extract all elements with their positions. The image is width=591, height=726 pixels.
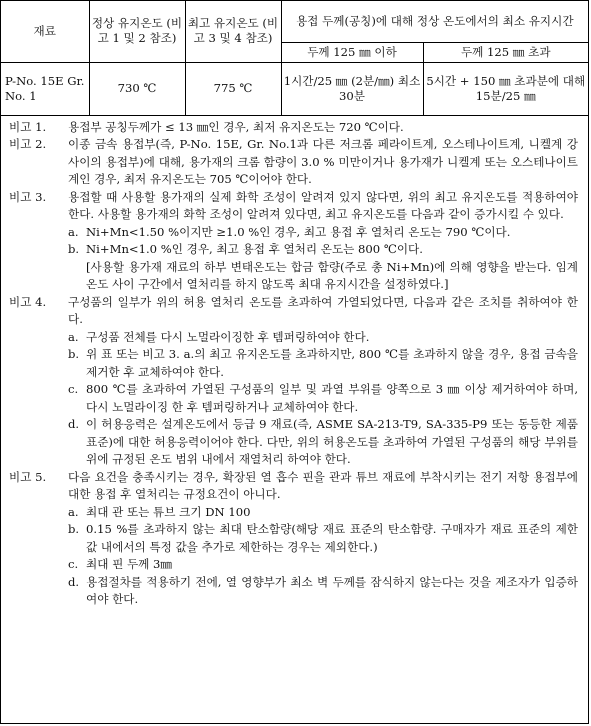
item-label: b.: [68, 347, 80, 361]
cell-time-gt-125: 5시간 + 150 ㎜ 초과분에 대해 15분/25 ㎜: [423, 62, 588, 115]
note-item: [68, 329, 578, 347]
item-label: b.: [68, 522, 80, 536]
notes-section: [1, 116, 588, 609]
note-2: [9, 136, 578, 189]
note-label: 비고 2.: [9, 137, 47, 151]
note-label: 비고 1.: [9, 119, 47, 134]
item-label: a.: [68, 504, 79, 519]
note-bracket-remark: [사용할 용가재 재료의 하부 변태온도는 합금 함량(주로 총 Ni+Mn)에 의해 영향을 받는다. 임계온도 사이 구간에서 열처리를 하지 않도록 최대 유지시간을 설정하였다.]: [86, 259, 578, 291]
item-label: b.: [68, 242, 80, 256]
note-item: [68, 416, 578, 469]
note-item: [68, 381, 578, 416]
item-label: d.: [68, 417, 80, 431]
note-item: [68, 556, 578, 574]
note-text: 이종 금속 용접부(즉, P-No. 15E, Gr. No.1과 다른 저크롬 페라이트계, 오스테나이트계, 니켈계 강 사이의 용접부)에 대해, 용가재의 크롬 함량이 3.0 % 미만이거나 용가재가 니켈계 또는 오스테나이트계인 경우, 최저 유지온도는 705 ℃이어야 한다.: [68, 137, 578, 186]
item-label: a.: [68, 224, 79, 239]
item-text: 구성품 전체를 다시 노멀라이징한 후 템퍼링하여야 한다.: [86, 329, 370, 344]
item-text: 최대 핀 두께 3㎜: [86, 557, 173, 571]
item-text: 위 표 또는 비고 3. a.의 최고 유지온도를 초과하지만, 800 ℃를 초과하지 않을 경우, 용접 금속을 제거한 후 교체하여야 한다.: [86, 347, 578, 379]
header-max-hold-temp: 최고 유지온도 (비고 3 및 4 참조): [185, 1, 281, 62]
note-item: [68, 574, 578, 609]
note-3: [9, 189, 578, 294]
item-label: a.: [68, 329, 79, 344]
cell-time-le-125: 1시간/25 ㎜ (2분/㎜) 최소 30분: [281, 62, 423, 115]
header-normal-hold-temp: 정상 유지온도 (비고 1 및 2 참조): [89, 1, 185, 62]
pwht-table: [1, 1, 588, 116]
note-label: 비고 3.: [9, 189, 47, 204]
note-4: [9, 294, 578, 469]
item-label: c.: [68, 557, 79, 571]
note-text: 다음 요건을 충족시키는 경우, 확장된 열 흡수 핀을 관과 튜브 재료에 부착시키는 전기 저항 용접부에 대한 용접 후 열처리는 규정요건이 아니다.: [68, 469, 578, 501]
note-5: [9, 469, 578, 609]
cell-material: P-No. 15E Gr. No. 1: [1, 62, 89, 115]
note-label: 비고 4.: [9, 294, 47, 309]
item-text: 0.15 %를 초과하지 않는 최대 탄소함량(해당 재료 표준의 탄소함량. 구매자가 재료 표준의 제한값 내에서의 특정 값을 추가로 제한하는 경우는 제외한다.): [86, 522, 578, 554]
item-text: 800 ℃를 초과하여 가열된 구성품의 일부 및 과열 부위를 양쪽으로 3 ㎜ 이상 제거하여야 하며, 다시 노멀라이징 한 후 템퍼링하거나 교체하여야 한다.: [86, 382, 578, 414]
note-text: 구성품의 일부가 위의 허용 열처리 온도를 초과하여 가열되었다면, 다음과 같은 조치를 취하여야 한다.: [68, 294, 578, 326]
item-text: Ni+Mn<1.0 %인 경우, 최고 용접 후 열처리 온도는 800 ℃이다.: [86, 242, 423, 256]
note-item: [68, 346, 578, 381]
header-material: 재료: [1, 1, 89, 62]
note-item: [68, 504, 578, 522]
note-label: 비고 5.: [9, 469, 47, 484]
header-thickness-gt-125: 두께 125 ㎜ 초과: [423, 42, 588, 62]
note-text: 용접할 때 사용할 용가재의 실제 화학 조성이 알려져 있지 않다면, 위의 최고 유지온도를 적용하여야 한다. 사용할 용가재의 화학 조성이 알려져 있다면, 최고 유지온도를 다음과 같이 증가시킬 수 있다.: [68, 189, 578, 221]
item-label: d.: [68, 574, 80, 589]
note-item: [68, 521, 578, 556]
item-text: 용접절차를 적용하기 전에, 열 영향부가 최소 벽 두께를 잠식하지 않는다는 것을 제조자가 입증하여야 한다.: [86, 574, 578, 606]
header-thickness-le-125: 두께 125 ㎜ 이하: [281, 42, 423, 62]
item-text: 이 허용응력은 설계온도에서 등급 9 재료(즉, ASME SA-213-T9, SA-335-P9 또는 동등한 제품 표준)에 대한 허용응력이어야 한다. 다만, 위의 허용온도를 초과하여 가열된 구성품의 해당 부위를 위에 규정된 온도 범위 내에서 재열처리 하여야 한다.: [86, 417, 578, 466]
cell-normal-hold-temp: 730 ℃: [89, 62, 185, 115]
note-item: [68, 241, 578, 259]
header-min-hold-time: 용접 두께(공칭)에 대해 정상 온도에서의 최소 유지시간: [281, 1, 588, 42]
item-text: Ni+Mn<1.50 %이지만 ≥1.0 %인 경우, 최고 용접 후 열처리 온도는 790 ℃이다.: [86, 224, 511, 239]
note-item: [68, 224, 578, 242]
note-text: 용접부 공칭두께가 ≤ 13 ㎜인 경우, 최저 유지온도는 720 ℃이다.: [68, 119, 404, 134]
cell-max-hold-temp: 775 ℃: [185, 62, 281, 115]
note-1: [9, 119, 578, 137]
item-text: 최대 관 또는 튜브 크기 DN 100: [86, 504, 251, 519]
item-label: c.: [68, 382, 79, 396]
